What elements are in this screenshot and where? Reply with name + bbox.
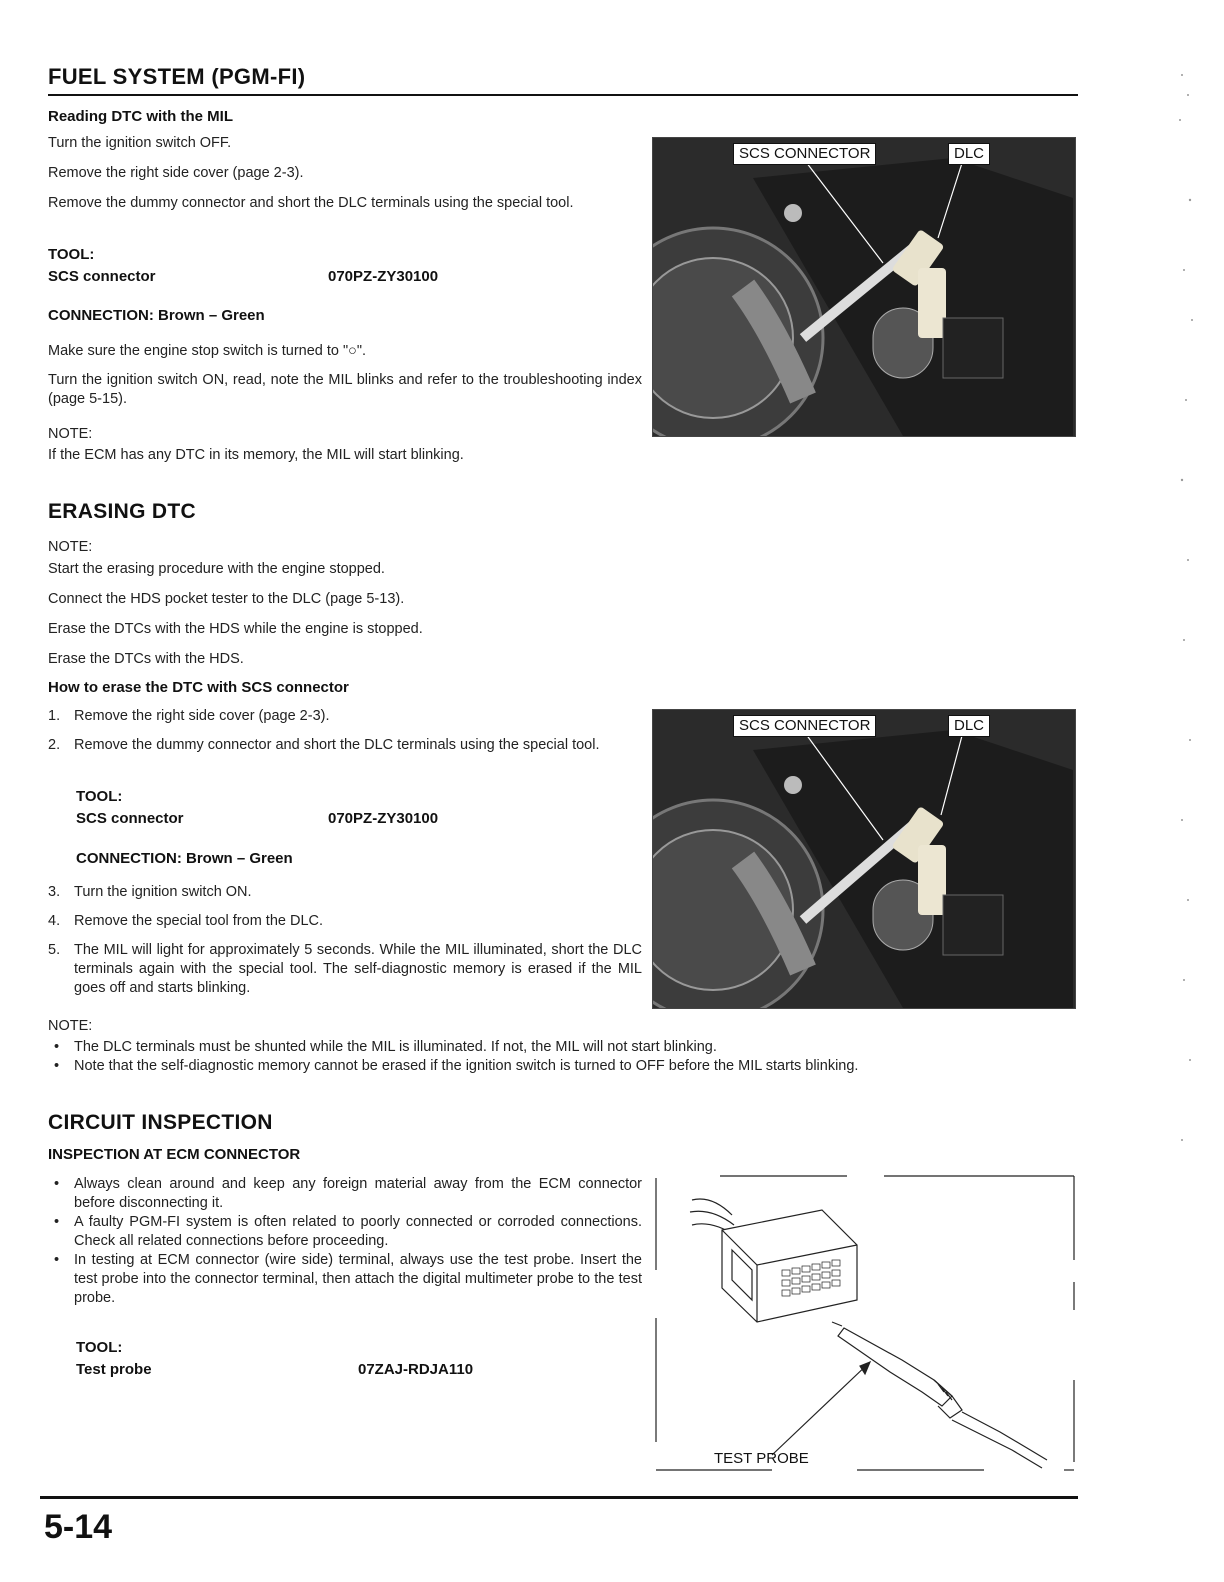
- step-item: 5. The MIL will light for approximately 5 seconds. While the MIL illuminated, short the DLC terminals again with the special tool. The self-diagnostic memory is erased if the MIL goes off and starts blinking.: [48, 942, 642, 996]
- test-probe-label: TEST PROBE: [714, 1450, 809, 1467]
- photo-dlc-connector-2: [652, 709, 1076, 1009]
- step-item: 3. Turn the ignition switch ON.: [48, 884, 252, 900]
- list-item: • In testing at ECM connector (wire side) terminal, always use the test probe. Insert the test probe into the connector terminal, then attach the digital multimeter probe to the test probe.: [48, 1251, 642, 1308]
- reading-p2: Remove the right side cover (page 2-3).: [48, 165, 304, 181]
- photo-dlc-connector-1: [652, 137, 1076, 437]
- erasing-p2: Erase the DTCs with the HDS while the engine is stopped.: [48, 621, 423, 637]
- header-rule: [48, 94, 1078, 96]
- reading-note-text: If the ECM has any DTC in its memory, the MIL will start blinking.: [48, 447, 464, 463]
- reading-p4: Make sure the engine stop switch is turned to "○".: [48, 343, 367, 359]
- erasing-tool-row: [76, 810, 636, 830]
- reading-connection: CONNECTION: Brown – Green: [48, 307, 265, 324]
- step-item: 2. Remove the dummy connector and short the DLC terminals using the special tool.: [48, 737, 600, 753]
- reading-p1: Turn the ignition switch OFF.: [48, 135, 232, 151]
- erasing-p3: Erase the DTCs with the HDS.: [48, 651, 244, 667]
- photo-dlc-illustration-1: [653, 138, 1075, 436]
- erasing-tool-code: 070PZ-ZY30100: [328, 810, 439, 827]
- erasing-note-label: NOTE:: [48, 539, 93, 555]
- erasing-tool-name: SCS connector: [76, 810, 184, 827]
- footer-rule: [40, 1496, 1078, 1499]
- erasing-note2-list: [48, 1038, 1078, 1076]
- test-probe-figure: [652, 1170, 1078, 1480]
- reading-tool-name: SCS connector: [48, 268, 156, 285]
- erasing-steps-3-5: [48, 883, 642, 998]
- erasing-sub-heading: How to erase the DTC with SCS connector: [48, 679, 349, 696]
- circuit-tool-name: Test probe: [76, 1361, 152, 1378]
- circuit-bullets: [48, 1175, 642, 1308]
- erasing-tool-label: TOOL:: [76, 788, 123, 805]
- circuit-tool-row: [76, 1361, 636, 1381]
- erasing-connection: CONNECTION: Brown – Green: [76, 850, 293, 867]
- circuit-sub-heading: INSPECTION AT ECM CONNECTOR: [48, 1146, 301, 1163]
- photo-dlc-illustration-2: [653, 710, 1075, 1008]
- list-item: • A faulty PGM-FI system is often related to poorly connected or corroded connections. Check all related connections before proceeding.: [48, 1213, 642, 1251]
- reading-tool-label: TOOL:: [48, 246, 95, 263]
- page-title: FUEL SYSTEM (PGM-FI): [48, 64, 306, 89]
- callout-dlc-2: DLC: [948, 715, 990, 737]
- reading-note-label: NOTE:: [48, 426, 93, 442]
- test-probe-illustration: [652, 1170, 1078, 1480]
- step-item: 1. Remove the right side cover (page 2-3).: [48, 708, 330, 724]
- reading-tool-row: [48, 268, 648, 288]
- step-item: 4. Remove the special tool from the DLC.: [48, 913, 324, 929]
- page-number: 5-14: [44, 1508, 113, 1546]
- list-item: • Always clean around and keep any foreign material away from the ECM connector before disconnecting it.: [48, 1175, 642, 1213]
- callout-dlc-1: DLC: [948, 143, 990, 165]
- scan-edge-marks: [1170, 40, 1210, 1240]
- reading-tool-code: 070PZ-ZY30100: [328, 268, 439, 285]
- reading-heading: Reading DTC with the MIL: [48, 108, 233, 125]
- list-item: • Note that the self-diagnostic memory cannot be erased if the ignition switch is turned to OFF before the MIL starts blinking.: [48, 1057, 1078, 1076]
- circuit-heading: CIRCUIT INSPECTION: [48, 1111, 273, 1134]
- erasing-heading: ERASING DTC: [48, 500, 196, 523]
- callout-scs-connector-2: SCS CONNECTOR: [733, 715, 876, 737]
- reading-p3: Remove the dummy connector and short the DLC terminals using the special tool.: [48, 195, 574, 211]
- list-item: • The DLC terminals must be shunted while the MIL is illuminated. If not, the MIL will not start blinking.: [48, 1038, 1078, 1057]
- callout-scs-connector-1: SCS CONNECTOR: [733, 143, 876, 165]
- erasing-note2-label: NOTE:: [48, 1018, 93, 1034]
- erasing-note-text: Start the erasing procedure with the engine stopped.: [48, 561, 385, 577]
- circuit-tool-code: 07ZAJ-RDJA110: [358, 1361, 474, 1378]
- erasing-p1: Connect the HDS pocket tester to the DLC (page 5-13).: [48, 591, 405, 607]
- erasing-steps-1-2: [48, 707, 642, 755]
- reading-p5: Turn the ignition switch ON, read, note the MIL blinks and refer to the troubleshooting index (page 5-15).: [48, 372, 642, 407]
- circuit-tool-label: TOOL:: [76, 1339, 123, 1356]
